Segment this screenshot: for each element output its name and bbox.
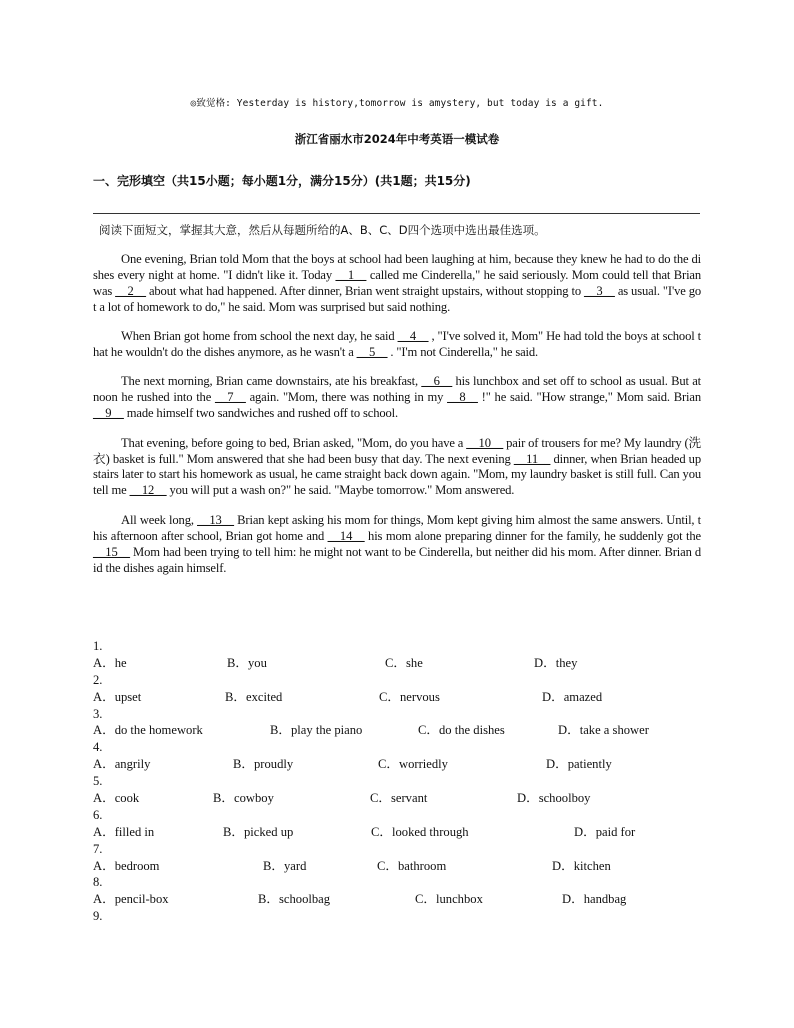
- text: pair of trousers for me? My laundry (洗衣) basket is full." Mom answered that she had been busy that day. The next evening: [93, 435, 701, 466]
- text: about what had happened. After dinner, Brian went straight upstairs, without stopping to: [145, 283, 585, 298]
- question-options: [93, 858, 703, 875]
- blank-1: __1__: [335, 267, 367, 282]
- question-number: 4.: [93, 740, 103, 755]
- text: again. "Mom, there was nothing in my: [245, 390, 448, 405]
- option-b[interactable]: B．yard: [263, 858, 307, 873]
- question-options: [93, 689, 703, 706]
- blank-15: __15__: [93, 544, 130, 559]
- blank-2: __2__: [115, 283, 146, 298]
- text: That evening, before going to bed, Brian asked, "Mom, do you have a: [121, 435, 467, 450]
- text: his mom alone preparing dinner for the family, he suddenly got the: [364, 528, 701, 543]
- paragraph-5: [93, 513, 701, 577]
- option-a[interactable]: A．pencil-box: [93, 892, 169, 907]
- option-a[interactable]: A．cook: [93, 791, 140, 806]
- page-title: 浙江省丽水市2024年中考英语一模试卷: [294, 132, 500, 146]
- paragraph-4: [93, 436, 701, 500]
- question-number: 6.: [93, 807, 103, 822]
- question-number: 9.: [93, 909, 103, 924]
- question-number: 2.: [93, 672, 103, 687]
- option-b[interactable]: B．picked up: [223, 824, 294, 839]
- paragraph-2: [93, 329, 701, 361]
- option-b[interactable]: B．proudly: [233, 757, 294, 772]
- option-a[interactable]: A．angrily: [93, 757, 151, 772]
- option-d[interactable]: D．take a shower: [558, 723, 649, 738]
- option-a[interactable]: A．he: [93, 655, 127, 670]
- option-b[interactable]: B．schoolbag: [258, 892, 331, 907]
- option-d[interactable]: D．paid for: [574, 824, 636, 839]
- section-divider: [93, 213, 700, 214]
- paragraph-1: [93, 252, 701, 316]
- option-b[interactable]: B．cowboy: [213, 791, 274, 806]
- option-c[interactable]: C．do the dishes: [418, 723, 505, 738]
- option-b[interactable]: B．you: [227, 655, 267, 670]
- blank-14: __14__: [327, 528, 365, 543]
- text: his lunchbox and set off to school as usual. But at noon he rushed into the: [93, 374, 702, 405]
- motto: ◎致觉格: Yesterday is history,tomorrow is amystery, but today is a gift.: [190, 98, 604, 109]
- text: !" he said. "How strange," Mom said. Brian: [477, 390, 701, 405]
- option-d[interactable]: D．amazed: [542, 689, 603, 704]
- paragraph-3: [93, 374, 701, 422]
- option-c[interactable]: C．nervous: [379, 689, 440, 704]
- text: Mom had been trying to tell him: he might not want to be Cinderella, but neither did his mom. After dinner. Brian did the dishes again himself.: [93, 544, 701, 575]
- option-c[interactable]: C．worriedly: [378, 757, 448, 772]
- blank-13: __13__: [197, 512, 234, 527]
- text: dinner, when Brian headed upstairs later to start his homework as usual, he came straight back down again. "Mom, my laundry basket is still full. Can you tell me: [93, 451, 701, 498]
- section-heading: 一、完形填空（共15小题；每小题1分，满分15分）(共1题；共15分): [93, 174, 471, 188]
- question-options: [93, 756, 703, 773]
- option-c[interactable]: C．looked through: [371, 824, 469, 839]
- question-number: 8.: [93, 875, 103, 890]
- option-d[interactable]: D．kitchen: [552, 858, 611, 873]
- blank-7: __7__: [214, 390, 246, 405]
- option-a[interactable]: A．do the homework: [93, 723, 203, 738]
- option-d[interactable]: D．patiently: [546, 757, 612, 772]
- option-c[interactable]: C．she: [385, 655, 423, 670]
- blank-5: __5__: [356, 345, 388, 360]
- text: When Brian got home from school the next day, he said: [121, 329, 398, 344]
- question-options: [93, 722, 703, 739]
- option-a[interactable]: A．filled in: [93, 824, 155, 839]
- text: One evening, Brian told Mom that the boys at school had been laughing at him, because they knew he had to do the dishes every night at home. "I didn't like it. Today: [93, 252, 701, 282]
- question-options: [93, 891, 703, 908]
- text: made himself two sandwiches and rushed off to school.: [123, 406, 399, 421]
- option-b[interactable]: B．excited: [225, 689, 283, 704]
- passage: [93, 252, 701, 590]
- text: The next morning, Brian came downstairs, ate his breakfast,: [121, 374, 422, 389]
- blank-9: __9__: [93, 406, 124, 421]
- blank-8: __8__: [447, 390, 478, 405]
- text: called me Cinderella," he said seriously. Mom could tell that Brian was: [93, 267, 702, 298]
- blank-12: __12__: [129, 483, 167, 498]
- option-c[interactable]: C．lunchbox: [415, 892, 483, 907]
- option-d[interactable]: D．schoolboy: [517, 791, 591, 806]
- question-number: 3.: [93, 706, 103, 721]
- blank-11: __11__: [513, 451, 551, 466]
- text: you will put a wash on?" he said. "Maybe tomorrow." Mom answered.: [166, 483, 515, 498]
- option-c[interactable]: C．bathroom: [377, 858, 447, 873]
- question-options: [93, 824, 703, 841]
- blank-6: __6__: [421, 374, 453, 389]
- question-number: 5.: [93, 774, 103, 789]
- question-number: 1.: [93, 639, 103, 653]
- option-d[interactable]: D．handbag: [562, 892, 627, 907]
- option-a[interactable]: A．bedroom: [93, 858, 160, 873]
- question-number: 7.: [93, 841, 103, 856]
- blank-4: __4__: [397, 329, 429, 344]
- option-b[interactable]: B．play the piano: [270, 723, 363, 738]
- text: , "I've solved it, Mom" He had told the boys at school that he wouldn't do the dishes anymore, as he wasn't a: [93, 329, 701, 360]
- question-list: [93, 638, 703, 925]
- instructions: 阅读下面短文，掌握其大意，然后从每题所给的A、B、C、D四个选项中选出最佳选项。: [99, 223, 546, 237]
- question-options: [93, 655, 703, 672]
- option-c[interactable]: C．servant: [370, 791, 428, 806]
- question-options: [93, 790, 703, 807]
- option-a[interactable]: A．upset: [93, 689, 142, 704]
- text: as usual. "I've got a lot of homework to do," he said. Mom was surprised but said nothing.: [93, 283, 701, 314]
- blank-10: __10__: [466, 435, 504, 450]
- text: All week long,: [121, 512, 198, 527]
- option-d[interactable]: D．they: [534, 655, 578, 670]
- blank-3: __3__: [584, 283, 615, 298]
- text: Brian kept asking his mom for things, Mom kept giving him almost the same answers. Until, this afternoon after school, Brian got home and: [93, 512, 701, 543]
- text: . "I'm not Cinderella," he said.: [387, 345, 539, 360]
